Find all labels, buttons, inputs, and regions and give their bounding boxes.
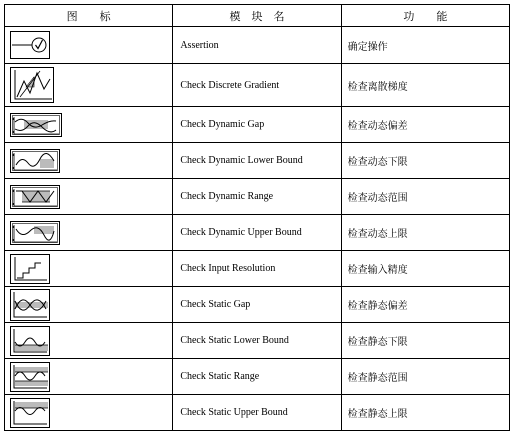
block-name: Check Static Lower Bound (173, 323, 341, 359)
block-function: 检查动态偏差 (341, 107, 509, 143)
block-function: 检查输入精度 (341, 251, 509, 287)
table-row (5, 215, 510, 251)
icon-cell (5, 395, 173, 431)
check-dynamic-lower-bound-icon (10, 149, 60, 173)
block-name: Check Static Gap (173, 287, 341, 323)
icon-cell (5, 215, 173, 251)
header-icon: 图 标 (5, 5, 173, 27)
table-row (5, 251, 510, 287)
icon-cell (5, 27, 173, 64)
check-dynamic-range-icon (10, 185, 60, 209)
table-row (5, 287, 510, 323)
block-name: Check Static Range (173, 359, 341, 395)
check-discrete-gradient-icon (10, 67, 54, 103)
block-function: 检查动态上限 (341, 215, 509, 251)
block-name: Assertion (173, 27, 341, 64)
assertion-icon (10, 31, 50, 59)
table-row (5, 395, 510, 431)
check-dynamic-gap-icon (10, 113, 62, 137)
block-name: Check Static Upper Bound (173, 395, 341, 431)
icon-cell (5, 287, 173, 323)
block-name: Check Dynamic Upper Bound (173, 215, 341, 251)
block-function: 检查动态范围 (341, 179, 509, 215)
check-dynamic-upper-bound-icon (10, 221, 60, 245)
block-name: Check Dynamic Lower Bound (173, 143, 341, 179)
table-row (5, 323, 510, 359)
block-table (4, 4, 510, 431)
table-row (5, 359, 510, 395)
block-name: Check Dynamic Range (173, 179, 341, 215)
table-row (5, 143, 510, 179)
table-row (5, 27, 510, 64)
block-name: Check Dynamic Gap (173, 107, 341, 143)
check-static-lower-bound-icon (10, 326, 50, 356)
block-function: 检查离散梯度 (341, 64, 509, 107)
icon-cell (5, 359, 173, 395)
icon-cell (5, 107, 173, 143)
table-row (5, 107, 510, 143)
icon-cell (5, 179, 173, 215)
check-input-resolution-icon (10, 254, 50, 284)
block-function: 检查静态偏差 (341, 287, 509, 323)
icon-cell (5, 143, 173, 179)
block-function: 确定操作 (341, 27, 509, 64)
block-name: Check Discrete Gradient (173, 64, 341, 107)
block-name: Check Input Resolution (173, 251, 341, 287)
block-function: 检查静态上限 (341, 395, 509, 431)
header-function: 功 能 (341, 5, 509, 27)
table-row (5, 64, 510, 107)
icon-cell (5, 64, 173, 107)
check-static-gap-icon (10, 289, 50, 321)
icon-cell (5, 323, 173, 359)
block-function: 检查动态下限 (341, 143, 509, 179)
block-function: 检查静态下限 (341, 323, 509, 359)
block-function: 检查静态范围 (341, 359, 509, 395)
check-static-range-icon (10, 362, 50, 392)
icon-cell (5, 251, 173, 287)
header-block-name: 模 块 名 (173, 5, 341, 27)
table-header-row (5, 5, 510, 27)
table-row (5, 179, 510, 215)
check-static-upper-bound-icon (10, 398, 50, 428)
